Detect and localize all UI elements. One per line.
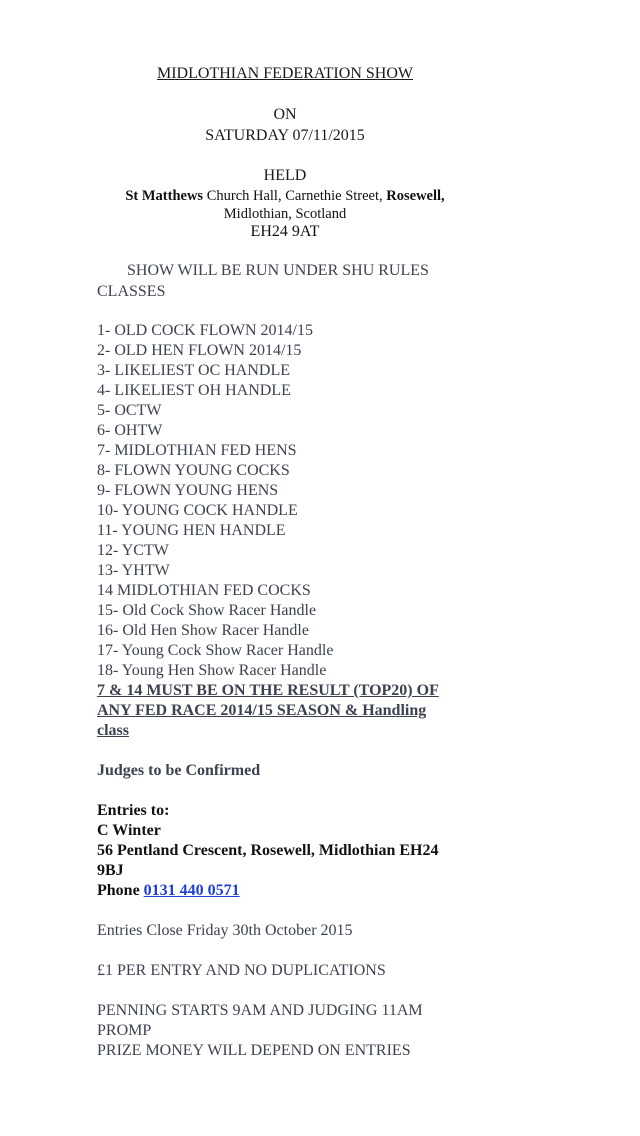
venue-name: St Matthews — [125, 188, 204, 204]
class-item: 4- LIKELIEST OH HANDLE — [97, 382, 291, 399]
class-item: 9- FLOWN YOUNG HENS — [97, 482, 279, 499]
phone-link[interactable]: 0131 440 0571 — [143, 882, 240, 899]
phone-label: Phone — [97, 882, 144, 899]
entries-label: Entries to: — [97, 802, 170, 819]
qualification-note: class — [97, 722, 129, 739]
venue-town: Rosewell, — [386, 188, 445, 204]
entries-address: 9BJ — [97, 862, 124, 879]
qualification-note: ANY FED RACE 2014/15 SEASON & Handling — [97, 702, 427, 719]
class-item: 14 MIDLOTHIAN FED COCKS — [97, 582, 311, 599]
show-title: MIDLOTHIAN FEDERATION SHOW — [157, 65, 413, 82]
class-item: 5- OCTW — [97, 402, 162, 419]
qualification-note: 7 & 14 MUST BE ON THE RESULT (TOP20) OF — [97, 682, 439, 699]
class-item: 18- Young Hen Show Racer Handle — [97, 662, 327, 679]
venue-postcode: EH24 9AT — [250, 223, 320, 240]
class-item: 6- OHTW — [97, 422, 163, 439]
on-label: ON — [273, 106, 297, 123]
class-item: 17- Young Cock Show Racer Handle — [97, 642, 334, 659]
class-item: 1- OLD COCK FLOWN 2014/15 — [97, 322, 313, 339]
classes-heading: CLASSES — [97, 283, 166, 300]
class-item: 15- Old Cock Show Racer Handle — [97, 602, 317, 619]
class-item: 7- MIDLOTHIAN FED HENS — [97, 442, 297, 459]
venue-address: Church Hall, Carnethie Street, — [203, 188, 387, 204]
entries-close: Entries Close Friday 30th October 2015 — [97, 922, 353, 939]
entries-name: C Winter — [97, 822, 161, 839]
phone-line — [97, 881, 240, 901]
class-item: 11- YOUNG HEN HANDLE — [97, 522, 286, 539]
class-item: 16- Old Hen Show Racer Handle — [97, 622, 309, 639]
class-item: 3- LIKELIEST OC HANDLE — [97, 362, 291, 379]
class-item: 12- YCTW — [97, 542, 169, 559]
show-date: SATURDAY 07/11/2015 — [205, 127, 365, 144]
prize-money: PRIZE MONEY WILL DEPEND ON ENTRIES — [97, 1042, 411, 1059]
class-item: 13- YHTW — [97, 562, 170, 579]
entries-address: 56 Pentland Crescent, Rosewell, Midlothian EH24 — [97, 842, 439, 859]
penning-line: PROMP — [97, 1022, 152, 1039]
venue-line — [0, 186, 570, 206]
rules-line: SHOW WILL BE RUN UNDER SHU RULES — [127, 262, 429, 279]
penning-line: PENNING STARTS 9AM AND JUDGING 11AM — [97, 1002, 423, 1019]
class-item: 10- YOUNG COCK HANDLE — [97, 502, 298, 519]
judges-line: Judges to be Confirmed — [97, 762, 261, 779]
held-label: HELD — [263, 167, 307, 184]
class-item: 8- FLOWN YOUNG COCKS — [97, 462, 290, 479]
entry-fee: £1 PER ENTRY AND NO DUPLICATIONS — [97, 962, 386, 979]
venue-region: Midlothian, Scotland — [223, 206, 347, 222]
class-item: 2- OLD HEN FLOWN 2014/15 — [97, 342, 302, 359]
